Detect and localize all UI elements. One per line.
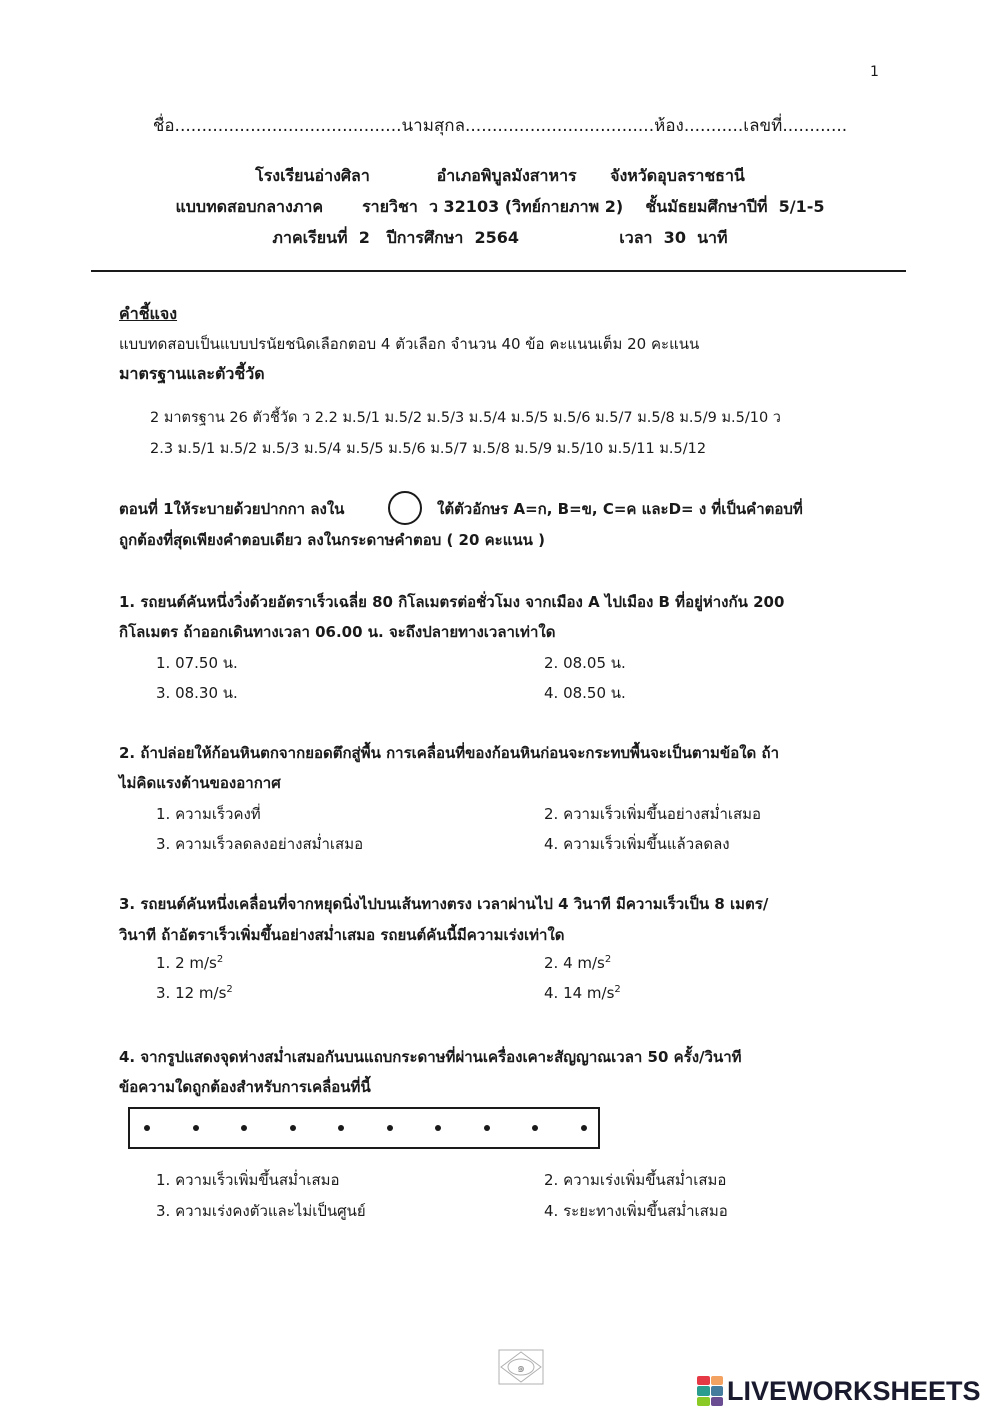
tape-dot [241,1125,247,1131]
instructions-title: คำชี้แจง [119,304,178,323]
question-1-option-3[interactable]: 3. 08.30 น. [156,684,238,702]
question-4-option-1[interactable]: 1. ความเร็วเพิ่มขึ้นสม่ำเสมอ [156,1171,340,1189]
superscript: 2 [604,954,612,965]
question-1-line-2: กิโลเมตร ถ้าออกเดินทางเวลา 06.00 น. จะถึงปลายทางเวลาเท่าใด [119,623,556,641]
tape-dot [435,1125,441,1131]
question-4-line-1: 4. จากรูปแสดงจุดห่างสม่ำเสมอกันบนแถบกระดาษที่ผ่านเครื่องเคาะสัญญาณเวลา 50 ครั้ง/วินาที [119,1048,742,1066]
standards-title: มาตรฐานและตัวชี้วัด [119,364,265,383]
superscript: 2 [226,984,233,995]
question-1-line-1: 1. รถยนต์คันหนึ่งวิ่งด้วยอัตราเร็วเฉลี่ย 80 กิโลเมตรต่อชั่วโมง จากเมือง A ไปเมือง B ที่อยู่ห่างกัน 200 [119,593,785,611]
superscript: 2 [216,954,224,965]
logo-square [697,1376,710,1385]
term-line: ภาคเรียนที่ 2 ปีการศึกษา 2564 เวลา 30 นาที [272,228,728,247]
question-2-line-1: 2. ถ้าปล่อยให้ก้อนหินตกจากยอดตึกสู่พื้น การเคลื่อนที่ของก้อนหินก่อนจะกระทบพื้นจะเป็นตามข้อใด ถ้า [119,744,779,762]
option-text: 1. 2 m/s [156,954,217,972]
superscript: 2 [614,984,621,995]
logo-square [697,1386,710,1395]
tape-dot [532,1125,538,1131]
badge-number: ๑ [516,1361,526,1376]
tape-dot [387,1125,393,1131]
question-3-option-2[interactable] [544,954,611,972]
tape-dot [484,1125,490,1131]
question-2-option-2[interactable]: 2. ความเร็วเพิ่มขึ้นอย่างสม่ำเสมอ [544,805,762,823]
page-number: 1 [870,64,879,80]
question-4-option-2[interactable]: 2. ความเร่งเพิ่มขึ้นสม่ำเสมอ [544,1171,727,1189]
question-2-option-3[interactable]: 3. ความเร็วลดลงอย่างสม่ำเสมอ [156,835,364,853]
logo-square [711,1376,724,1385]
header-divider [91,270,906,272]
tape-dot [338,1125,344,1131]
question-1-option-4[interactable]: 4. 08.50 น. [544,684,626,702]
question-1-option-2[interactable]: 2. 08.05 น. [544,654,626,672]
part1-text-before: ตอนที่ 1ให้ระบายด้วยปากกา ลงใน [119,500,345,518]
part1-line-2: ถูกต้องที่สุดเพียงคำตอบเดียว ลงในกระดาษคำตอบ ( 20 คะแนน ) [119,531,545,549]
logo-square [711,1386,724,1395]
logo-square [697,1397,710,1406]
question-2-line-2: ไม่คิดแรงต้านของอากาศ [119,774,281,792]
question-1-option-1[interactable]: 1. 07.50 น. [156,654,238,672]
option-text: 4. 14 m/s [544,984,615,1002]
liveworksheets-logo[interactable] [697,1374,981,1408]
question-3-option-3[interactable] [156,984,233,1002]
tape-dot [193,1125,199,1131]
question-3-option-1[interactable] [156,954,223,972]
ticker-tape-diagram [128,1107,600,1149]
question-2-option-1[interactable]: 1. ความเร็วคงที่ [156,805,261,823]
page-number-badge-icon [497,1348,545,1386]
question-3-option-4[interactable] [544,984,621,1002]
question-2-option-4[interactable]: 4. ความเร็วเพิ่มขึ้นแล้วลดลง [544,835,730,853]
tape-dot [581,1125,587,1131]
liveworksheets-logo-icon [697,1376,723,1406]
school-line: โรงเรียนอ่างศิลา อำเภอพิบูลมังสาหาร จังหวัดอุบลราชธานี [255,166,745,185]
exam-title-line: แบบทดสอบกลางภาค รายวิชา ว 32103 (วิทย์กายภาพ 2) ชั้นมัธยมศึกษาปีที่ 5/1-5 [175,197,825,216]
option-text: 3. 12 m/s [156,984,227,1002]
question-4-option-3[interactable]: 3. ความเร่งคงตัวและไม่เป็นศูนย์ [156,1202,366,1220]
tape-dot [144,1125,150,1131]
instructions-text: แบบทดสอบเป็นแบบปรนัยชนิดเลือกตอบ 4 ตัวเลือก จำนวน 40 ข้อ คะแนนเต็ม 20 คะแนน [119,335,700,353]
standards-line-2: 2.3 ม.5/1 ม.5/2 ม.5/3 ม.5/4 ม.5/5 ม.5/6 ม.5/7 ม.5/8 ม.5/9 ม.5/10 ม.5/11 ม.5/12 [150,441,707,457]
question-3-line-1: 3. รถยนต์คันหนึ่งเคลื่อนที่จากหยุดนิ่งไปบนเส้นทางตรง เวลาผ่านไป 4 วินาที มีความเร็วเป็น 8 เมตร/ [119,895,769,913]
student-info-line: ชื่อ..........................................นามสุกล...................................ห้อง...........เลขที่............ [152,116,848,136]
tape-dot [290,1125,296,1131]
option-text: 2. 4 m/s [544,954,605,972]
logo-square [711,1397,724,1406]
question-4-option-4[interactable]: 4. ระยะทางเพิ่มขึ้นสม่ำเสมอ [544,1202,728,1220]
logo-text: LIVEWORKSHEETS [727,1375,981,1406]
standards-line-1: 2 มาตรฐาน 26 ตัวชี้วัด ว 2.2 ม.5/1 ม.5/2 ม.5/3 ม.5/4 ม.5/5 ม.5/6 ม.5/7 ม.5/8 ม.5/9 ม.5/10 ว [150,410,781,426]
question-4-line-2: ข้อความใดถูกต้องสำหรับการเคลื่อนที่นี้ [119,1078,371,1096]
answer-bubble-icon [388,491,422,525]
question-3-line-2: วินาที ถ้าอัตราเร็วเพิ่มขึ้นอย่างสม่ำเสมอ รถยนต์คันนี้มีความเร่งเท่าใด [119,926,565,944]
part1-text-after: ใต้ตัวอักษร A=ก, B=ข, C=ค และD= ง ที่เป็นคำตอบที่ [437,500,803,518]
